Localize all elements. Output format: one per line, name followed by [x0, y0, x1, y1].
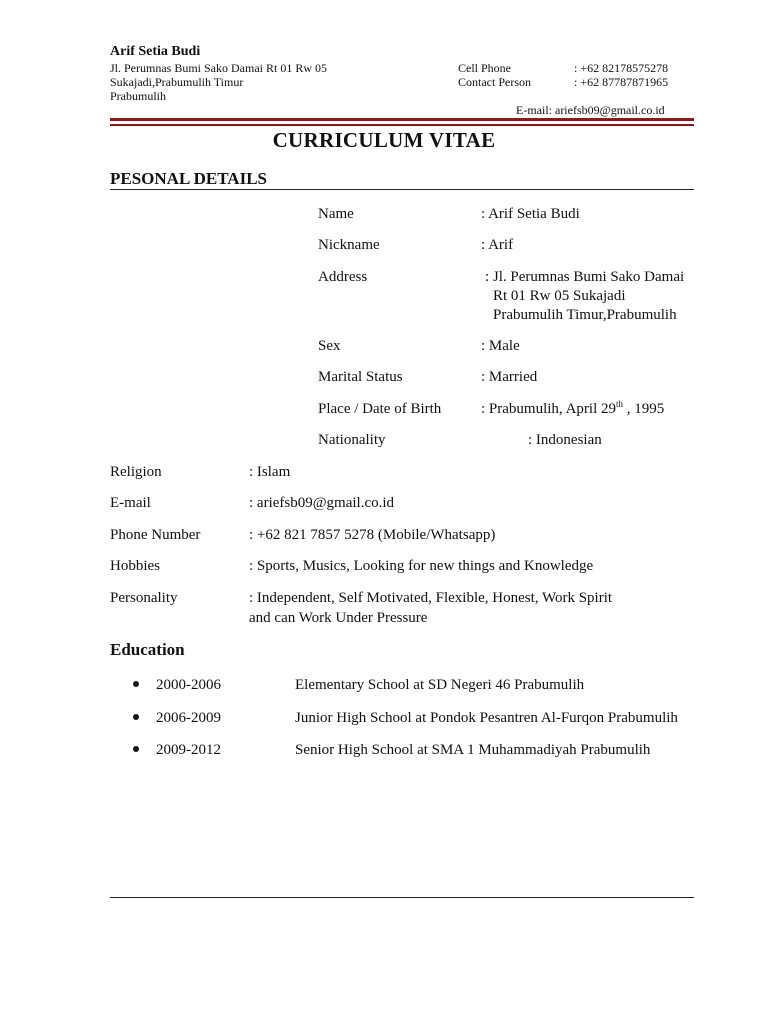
- address-value-line-3: Prabumulih Timur,Prabumulih: [493, 307, 677, 323]
- education-years: 2000-2006: [156, 677, 221, 693]
- hobbies-value: : Sports, Musics, Looking for new things and Knowledge: [249, 558, 594, 574]
- religion-value: : Islam: [249, 464, 291, 480]
- education-years: 2006-2009: [156, 710, 221, 726]
- birth-value-main: : Prabumulih, April 29: [481, 401, 616, 417]
- name-label: Name: [318, 206, 354, 222]
- nickname-value: : Arif: [481, 237, 514, 253]
- birth-label: Place / Date of Birth: [318, 401, 442, 417]
- marital-status-value: : Married: [481, 369, 538, 385]
- personality-value-line-1: : Independent, Self Motivated, Flexible, Honest, Work Spirit: [249, 590, 613, 606]
- hobbies-label: Hobbies: [110, 558, 160, 574]
- cell-phone-label: Cell Phone: [458, 61, 511, 75]
- nickname-label: Nickname: [318, 237, 380, 253]
- header-name: Arif Setia Budi: [110, 44, 201, 59]
- header-rule-bottom: [110, 124, 694, 126]
- religion-label: Religion: [110, 464, 162, 480]
- birth-value: [481, 399, 664, 419]
- personality-label: Personality: [110, 590, 178, 606]
- header-address-line-3: Prabumulih: [110, 89, 166, 103]
- footer-rule: [110, 897, 694, 898]
- header-rule-top: [110, 118, 694, 121]
- sex-value: : Male: [481, 338, 520, 354]
- phone-label: Phone Number: [110, 527, 201, 543]
- birth-value-ordinal: th: [616, 399, 624, 409]
- education-years: 2009-2012: [156, 742, 221, 758]
- header-address-line-1: Jl. Perumnas Bumi Sako Damai Rt 01 Rw 05: [110, 61, 327, 75]
- address-value-line-1: : Jl. Perumnas Bumi Sako Damai: [485, 269, 685, 285]
- cell-phone-value: : +62 82178575278: [574, 61, 669, 75]
- education-school: Junior High School at Pondok Pesantren Al-Furqon Prabumulih: [295, 710, 678, 726]
- contact-person-label: Contact Person: [458, 75, 531, 89]
- email-label: E-mail: [110, 495, 151, 511]
- education-heading: Education: [110, 640, 185, 659]
- bullet-icon: [133, 746, 139, 752]
- nationality-label: Nationality: [318, 432, 386, 448]
- phone-value: : +62 821 7857 5278 (Mobile/Whatsapp): [249, 527, 496, 543]
- sex-label: Sex: [318, 338, 341, 354]
- education-school: Senior High School at SMA 1 Muhammadiyah Prabumulih: [295, 742, 651, 758]
- birth-value-year: , 1995: [623, 401, 665, 417]
- bullet-icon: [133, 714, 139, 720]
- header-address-line-2: Sukajadi,Prabumulih Timur: [110, 75, 244, 89]
- personal-details-heading: PESONAL DETAILS: [110, 169, 267, 188]
- education-school: Elementary School at SD Negeri 46 Prabumulih: [295, 677, 585, 693]
- address-label: Address: [318, 269, 368, 285]
- personal-details-rule: [110, 189, 694, 190]
- personality-value-line-2: and can Work Under Pressure: [249, 610, 428, 626]
- contact-person-value: : +62 87787871965: [574, 75, 669, 89]
- header-email: E-mail: ariefsb09@gmail.co.id: [516, 103, 665, 117]
- address-value-line-2: Rt 01 Rw 05 Sukajadi: [493, 288, 626, 304]
- email-value: : ariefsb09@gmail.co.id: [249, 495, 395, 511]
- nationality-value: : Indonesian: [528, 432, 602, 448]
- name-value: : Arif Setia Budi: [481, 206, 580, 222]
- bullet-icon: [133, 681, 139, 687]
- marital-status-label: Marital Status: [318, 369, 403, 385]
- page-title: CURRICULUM VITAE: [272, 128, 496, 152]
